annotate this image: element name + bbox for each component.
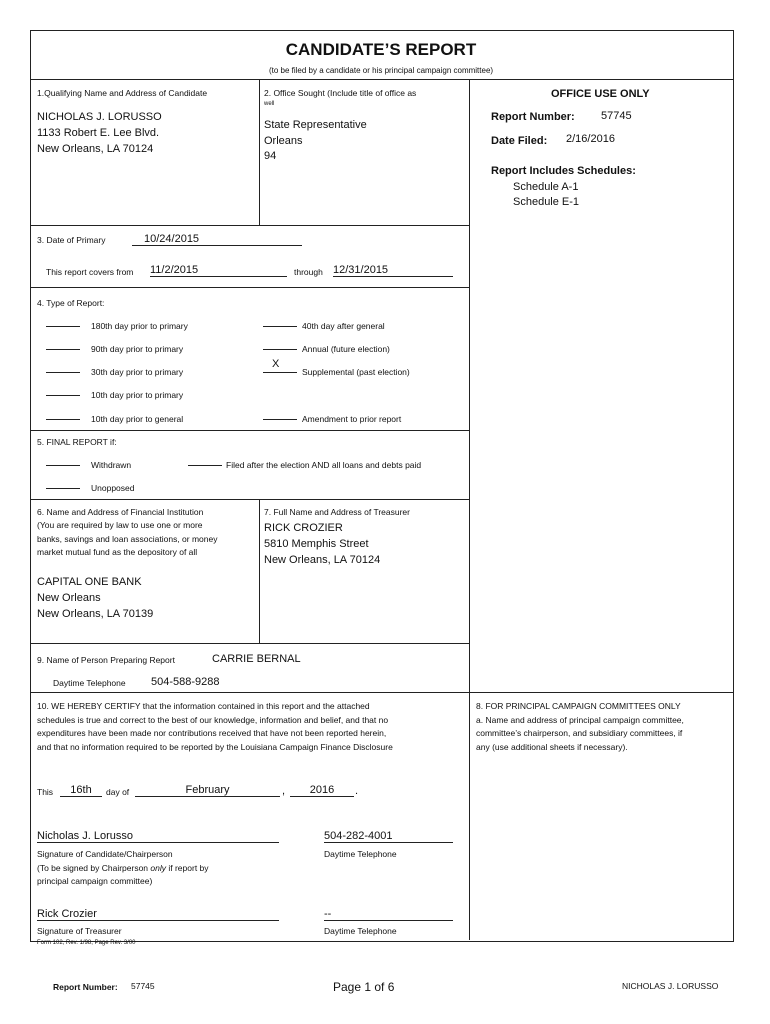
bank-city: New Orleans: [37, 592, 101, 604]
certify-text: expenditures have been made nor contributions received that have not been reported herein,: [37, 728, 387, 738]
checkbox-line[interactable]: [263, 326, 297, 327]
divider: [30, 79, 733, 80]
section8-text: a. Name and address of principal campaign committee,: [476, 715, 684, 725]
date-filed: 2/16/2016: [566, 133, 615, 145]
option-180th: 180th day prior to primary: [91, 321, 188, 331]
certify-text: schedules is true and correct to the best of our knowledge, information and belief, and that no: [37, 715, 389, 725]
checkbox-line[interactable]: [263, 372, 297, 373]
cert-comma: ,: [282, 785, 286, 797]
chairperson-note: [37, 863, 209, 873]
treasurer-phone: --: [324, 908, 453, 921]
cert-period: .: [355, 785, 359, 797]
page-number: Page 1 of 6: [333, 980, 395, 994]
divider: [30, 643, 469, 644]
divider: [469, 79, 470, 940]
section6-note: (You are required by law to use one or more: [37, 520, 203, 530]
option-filed-after: Filed after the election AND all loans and debts paid: [226, 460, 422, 470]
cert-month: February: [135, 784, 280, 797]
cert-day: 16th: [60, 784, 102, 797]
candidate-phone: 504-282-4001: [324, 830, 453, 843]
section9-label: 9. Name of Person Preparing Report: [37, 655, 175, 665]
dayof-label: day of: [106, 787, 130, 797]
candidate-signature: Nicholas J. Lorusso: [37, 830, 279, 843]
preparer-phone-label: Daytime Telephone: [53, 678, 126, 688]
chairperson-note-emphasis: only: [150, 863, 166, 873]
divider: [30, 692, 733, 693]
section8-label: 8. FOR PRINCIPAL CAMPAIGN COMMITTEES ONLY: [476, 701, 681, 711]
divider: [30, 287, 469, 288]
option-10th-primary: 10th day prior to primary: [91, 390, 184, 400]
checkbox-line[interactable]: [46, 419, 80, 420]
candidate-name: NICHOLAS J. LORUSSO: [37, 111, 162, 123]
form-number: Form 102, Rev. 1/98, Page Rev. 3/00: [37, 940, 136, 946]
section3-label: 3. Date of Primary: [37, 235, 106, 245]
treasurer-signature: Rick Crozier: [37, 908, 279, 921]
option-supplemental: Supplemental (past election): [302, 367, 410, 377]
preparer-name: CARRIE BERNAL: [212, 653, 301, 665]
option-10th-general: 10th day prior to general: [91, 414, 184, 424]
section2-label: 2. Office Sought (Include title of office as: [264, 88, 417, 98]
treasurer-name: RICK CROZIER: [264, 522, 343, 534]
section1-label: 1.Qualifying Name and Address of Candidate: [37, 88, 208, 98]
office-district: 94: [264, 150, 277, 162]
option-amendment: Amendment to prior report: [302, 414, 402, 424]
checkbox-line[interactable]: [263, 419, 297, 420]
primary-date: 10/24/2015: [132, 233, 302, 246]
divider: [30, 499, 469, 500]
option-annual: Annual (future election): [302, 344, 390, 354]
divider: [259, 499, 260, 643]
section8-text: any (use additional sheets if necessary).: [476, 742, 628, 752]
checkbox-line[interactable]: [46, 326, 80, 327]
divider: [30, 430, 469, 431]
schedules-label: Report Includes Schedules:: [491, 165, 636, 177]
page-title: CANDIDATE’S REPORT: [285, 40, 477, 59]
covers-label: This report covers from: [46, 267, 134, 277]
supplemental-checkmark: X: [272, 358, 280, 370]
office-parish: Orleans: [264, 135, 303, 147]
certify-text: and that no information required to be reported by the Louisiana Campaign Finance Disclosure: [37, 742, 393, 752]
treasurer-phone-label: Daytime Telephone: [324, 926, 397, 936]
option-30th: 30th day prior to primary: [91, 367, 184, 377]
chairperson-note-text: (To be signed by Chairperson: [37, 863, 151, 873]
report-number: 57745: [601, 110, 632, 122]
certify-text: 10. WE HEREBY CERTIFY that the information contained in this report and the attached: [37, 701, 370, 711]
option-unopposed: Unopposed: [91, 483, 135, 493]
checkbox-line[interactable]: [46, 488, 80, 489]
section4-label: 4. Type of Report:: [37, 298, 105, 308]
candidate-signature-label: Signature of Candidate/Chairperson: [37, 849, 173, 859]
checkbox-line[interactable]: [263, 349, 297, 350]
section6-note: banks, savings and loan associations, or money: [37, 534, 218, 544]
bank-citystate: New Orleans, LA 70139: [37, 608, 154, 620]
divider: [259, 79, 260, 225]
candidate-phone-label: Daytime Telephone: [324, 849, 397, 859]
schedule-a1: Schedule A-1: [513, 181, 579, 193]
checkbox-line[interactable]: [188, 465, 222, 466]
schedule-e1: Schedule E-1: [513, 196, 580, 208]
footer-candidate-name: NICHOLAS J. LORUSSO: [622, 981, 719, 991]
preparer-phone: 504-588-9288: [151, 676, 220, 688]
office-use-heading: OFFICE USE ONLY: [551, 88, 650, 100]
page-subtitle: (to be filed by a candidate or his principal campaign committee): [268, 66, 494, 75]
covers-from: 11/2/2015: [150, 264, 287, 277]
through-label: through: [294, 267, 323, 277]
section8-text: committee’s chairperson, and subsidiary committees, if: [476, 728, 683, 738]
section2-label-cont: well: [264, 101, 275, 107]
section6-label: 6. Name and Address of Financial Institution: [37, 507, 204, 517]
checkbox-line[interactable]: [46, 465, 80, 466]
footer-report-number: 57745: [131, 981, 155, 991]
chairperson-note: principal campaign committee): [37, 876, 153, 886]
section6-note: market mutual fund as the depository of all: [37, 547, 198, 557]
report-number-label: Report Number:: [491, 111, 575, 123]
checkbox-line[interactable]: [46, 349, 80, 350]
date-filed-label: Date Filed:: [491, 135, 548, 147]
footer-report-number-label: Report Number:: [53, 982, 118, 992]
treasurer-signature-label: Signature of Treasurer: [37, 926, 122, 936]
treasurer-address2: New Orleans, LA 70124: [264, 554, 381, 566]
candidate-address2: New Orleans, LA 70124: [37, 143, 154, 155]
treasurer-address1: 5810 Memphis Street: [264, 538, 369, 550]
option-40th: 40th day after general: [302, 321, 385, 331]
option-withdrawn: Withdrawn: [91, 460, 132, 470]
this-label: This: [37, 787, 54, 797]
checkbox-line[interactable]: [46, 372, 80, 373]
section7-label: 7. Full Name and Address of Treasurer: [264, 507, 410, 517]
option-90th: 90th day prior to primary: [91, 344, 184, 354]
covers-through: 12/31/2015: [333, 264, 453, 277]
candidate-address1: 1133 Robert E. Lee Blvd.: [37, 127, 160, 139]
section5-label: 5. FINAL REPORT if:: [37, 437, 117, 447]
bank-name: CAPITAL ONE BANK: [37, 576, 142, 588]
checkbox-line[interactable]: [46, 395, 80, 396]
divider: [30, 225, 469, 226]
cert-year: 2016: [290, 784, 354, 797]
office-sought: State Representative: [264, 119, 367, 131]
chairperson-note-text: if report by: [166, 863, 209, 873]
